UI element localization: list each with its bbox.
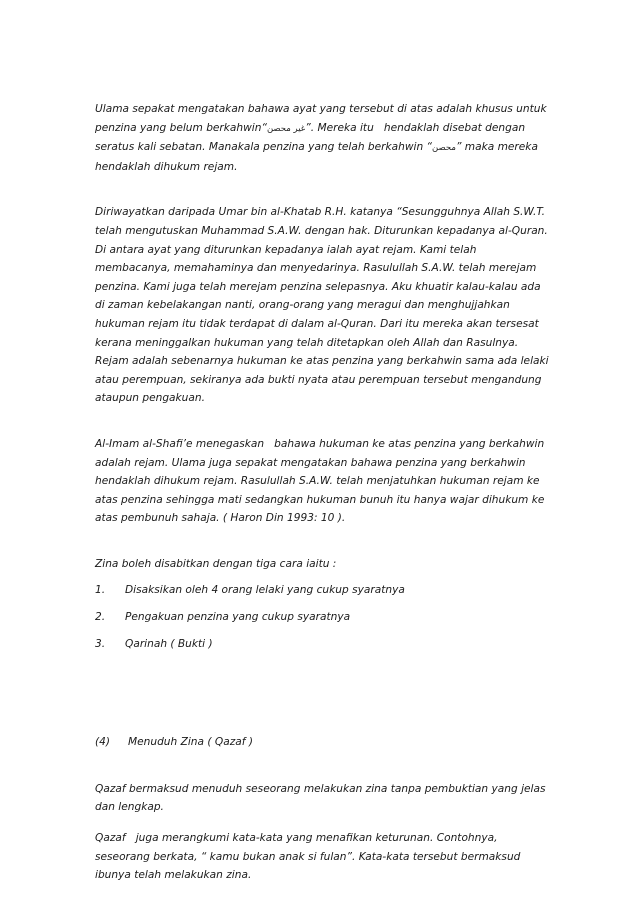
paragraph-text: Ulama sepakat mengatakan bahawa ayat yang tersebut di atas adalah khusus untuk penzina yang belum berkahwin“ xyxy=(95,103,547,134)
list-number: 1. xyxy=(95,584,106,597)
paragraph-hadd-belum-berkahwin xyxy=(95,100,553,176)
list-intro: Zina boleh disabitkan dengan tiga cara iaitu : xyxy=(95,557,337,570)
list-number: 3. xyxy=(95,637,106,650)
list-number: 2. xyxy=(95,611,106,624)
list-item xyxy=(95,608,553,627)
paragraph-text: ”. Mereka itu hendaklah disebat dengan seratus kali sebatan. Manakala penzina yang telah berkahwin “ xyxy=(95,121,526,154)
section-heading xyxy=(95,733,553,752)
spacer xyxy=(95,528,553,555)
spacer xyxy=(95,752,553,780)
paragraph-riwayat-umar: Diriwayatkan daripada Umar bin al-Khatab R.H. katanya “Sesungguhnya Allah S.W.T. telah mengutuskan Muhammad S.A.W. dengan hak. Diturunkan kepadanya al-Quran. Di antara ayat yang diturunkan kepadanya ialah ayat rejam. Kami telah membacanya, memahaminya dan menyedarinya. Rasulullah S.A.W. telah merejam penzina. Kami juga telah merejam penzina selepasnya. Aku khuatir kalau-kalau ada di zaman kebelakangan nanti, orang-orang yang meragui dan menghujjahkan hukuman rejam itu tidak terdapat di dalam al-Quran. Dari itu mereka akan tersesat kerana meninggalkan hukuman yang telah ditetapkan oleh Allah dan Rasulnya. Rejam adalah sebenarnya hukuman ke atas penzina yang berkahwin sama ada lelaki atau perempuan, sekiranya ada bukti nyata atau perempuan tersebut mengandung ataupun pengakuan. xyxy=(95,206,549,405)
paragraph-imam-shafie: Al-Imam al-Shafi’e menegaskan bahawa hukuman ke atas penzina yang berkahwin adalah rejam. Ulama juga sepakat mengatakan bahawa penzina yang berkahwin hendaklah dihukum rejam. Rasulullah S.A.W. telah menjatuhkan hukuman rejam ke atas penzina sehingga mati sedangkan hukuman bunuh itu hanya wajar dihukum ke atas pembunuh sahaja. ( Haron Din 1993: 10 ). xyxy=(95,437,545,525)
arabic-term-ghair-muhsan: غير محصن xyxy=(266,123,306,134)
spacer xyxy=(95,653,553,733)
paragraph-qazaf-definition: Qazaf bermaksud menuduh seseorang melakukan zina tanpa pembuktian yang jelas dan lengkap. xyxy=(95,782,546,814)
arabic-term-muhsan: محصن xyxy=(432,143,456,154)
list-text: Disaksikan oleh 4 orang lelaki yang cukup syaratnya xyxy=(125,584,405,597)
heading-text: Menuduh Zina ( Qazaf ) xyxy=(128,736,253,749)
document-body xyxy=(95,100,553,885)
list-item xyxy=(95,581,553,600)
paragraph-text: ” maka mereka hendaklah dihukum rejam. xyxy=(95,141,538,173)
paragraph-qazaf-example: Qazaf juga merangkumi kata-kata yang menafikan keturunan. Contohnya, seseorang berkata, “ kamu bukan anak si fulan”. Kata-kata tersebut bermaksud ibunya telah melakukan zina. xyxy=(95,832,521,882)
spacer xyxy=(95,817,553,829)
list-text: Qarinah ( Bukti ) xyxy=(125,637,213,650)
list-item xyxy=(95,635,553,654)
list-text: Pengakuan penzina yang cukup syaratnya xyxy=(125,611,351,624)
heading-number: (4) xyxy=(95,736,111,749)
spacer xyxy=(95,176,553,203)
spacer xyxy=(95,408,553,435)
